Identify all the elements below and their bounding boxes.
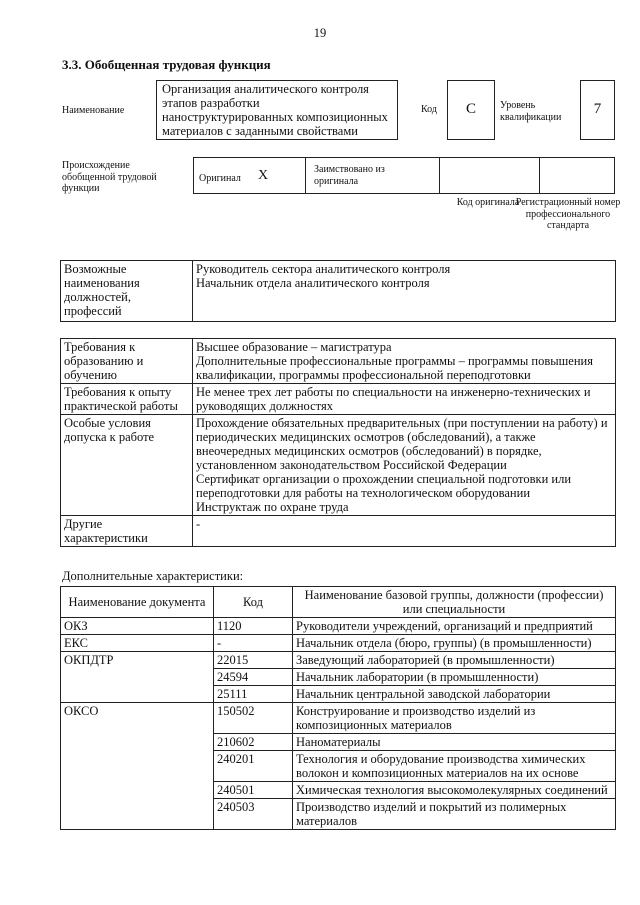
code-value: C (465, 101, 476, 117)
row-name: Химическая технология высокомолекулярных соединений (293, 782, 616, 799)
positions-values (193, 261, 616, 322)
row-code: 150502 (214, 703, 293, 734)
row-code: 210602 (214, 734, 293, 751)
row-code: 240501 (214, 782, 293, 799)
row-code: 1120 (214, 618, 293, 635)
extra-title: Дополнительные характеристики: (62, 569, 244, 583)
row-name: Начальник лаборатории (в промышленности) (293, 669, 616, 686)
row-code: 24594 (214, 669, 293, 686)
row-name: Начальник отдела (бюро, группы) (в промышленности) (293, 635, 616, 652)
registration-number-caption: Регистрационный номер профессионального стандарта (515, 197, 621, 231)
section-title: 3.3. Обобщенная трудовая функция (62, 57, 271, 72)
level-label: Уровень квалификации (500, 100, 562, 123)
row-code: 240201 (214, 751, 293, 782)
education-label: Требования к образованию и обучению (61, 339, 193, 384)
admission-value: Прохождение обязательных предварительных (при поступлении на работу) и периодических медицинских осмотров (обследований), а также внеочередных медицинских осмотров (обследований) в порядке, установленном законодательством Российской Федерации Сертификат организации о прохождении специальной подготовки или переподготовки для работы на технологическом оборудовании Инструктаж по охране труда (193, 415, 616, 516)
code-original-caption: Код оригинала (456, 197, 520, 208)
function-name-box (156, 80, 398, 140)
level-value-box (580, 80, 615, 140)
row-code: 22015 (214, 652, 293, 669)
position-1: Руководитель сектора аналитического контроля (196, 262, 451, 276)
table-row (61, 618, 616, 635)
extra-table (60, 586, 616, 830)
row-name: Руководители учреждений, организаций и предприятий (293, 618, 616, 635)
code-value-box (447, 80, 495, 140)
function-name: Организация аналитического контроля этапов разработки наноструктурированных композиционных материалов с заданными свойствами (162, 82, 388, 138)
row-doc: ОКСО (61, 703, 214, 830)
education-value: Высшее образование – магистратура Дополнительные профессиональные программы – программы повышения квалификации, программы профессиональной переподготовки (193, 339, 616, 384)
table-row (61, 652, 616, 669)
experience-value: Не менее трех лет работы по специальности на инженерно-технических и руководящих должностях (193, 384, 616, 415)
row-name: Технология и оборудование производства химических волокон и композиционных материалов на их основе (293, 751, 616, 782)
requirements-table (60, 338, 616, 547)
code-label: Код (421, 104, 437, 115)
origin-label: Происхождение обобщенной трудовой функции (62, 160, 157, 194)
other-label: Другие характеристики (61, 516, 193, 547)
experience-label: Требования к опыту практической работы (61, 384, 193, 415)
col-doc-header: Наименование документа (61, 587, 214, 618)
borrowed-label: Заимствовано из оригинала (314, 164, 385, 187)
table-row (61, 703, 616, 734)
name-label: Наименование (62, 105, 125, 116)
admission-label: Особые условия допуска к работе (61, 415, 193, 516)
col-code-header: Код (214, 587, 293, 618)
row-name: Наноматериалы (293, 734, 616, 751)
position-2: Начальник отдела аналитического контроля (196, 276, 430, 290)
row-code: - (214, 635, 293, 652)
positions-table (60, 260, 616, 322)
level-value: 7 (593, 101, 602, 117)
page-number: 19 (313, 26, 327, 40)
positions-label: Возможные наименования должностей, профессий (61, 261, 193, 322)
col-name-header: Наименование базовой группы, должности (профессии) или специальности (293, 587, 616, 618)
original-label: Оригинал (199, 173, 241, 184)
row-name: Начальник центральной заводской лаборатории (293, 686, 616, 703)
row-code: 25111 (214, 686, 293, 703)
row-name: Заведующий лабораторией (в промышленности) (293, 652, 616, 669)
row-name: Конструирование и производство изделий из композиционных материалов (293, 703, 616, 734)
original-mark: X (258, 168, 269, 183)
row-code: 240503 (214, 799, 293, 830)
row-doc: ОКПДТР (61, 652, 214, 703)
row-name: Производство изделий и покрытий из полимерных материалов (293, 799, 616, 830)
table-row (61, 635, 616, 652)
row-doc: ОКЗ (61, 618, 214, 635)
other-value: - (193, 516, 616, 547)
row-doc: ЕКС (61, 635, 214, 652)
